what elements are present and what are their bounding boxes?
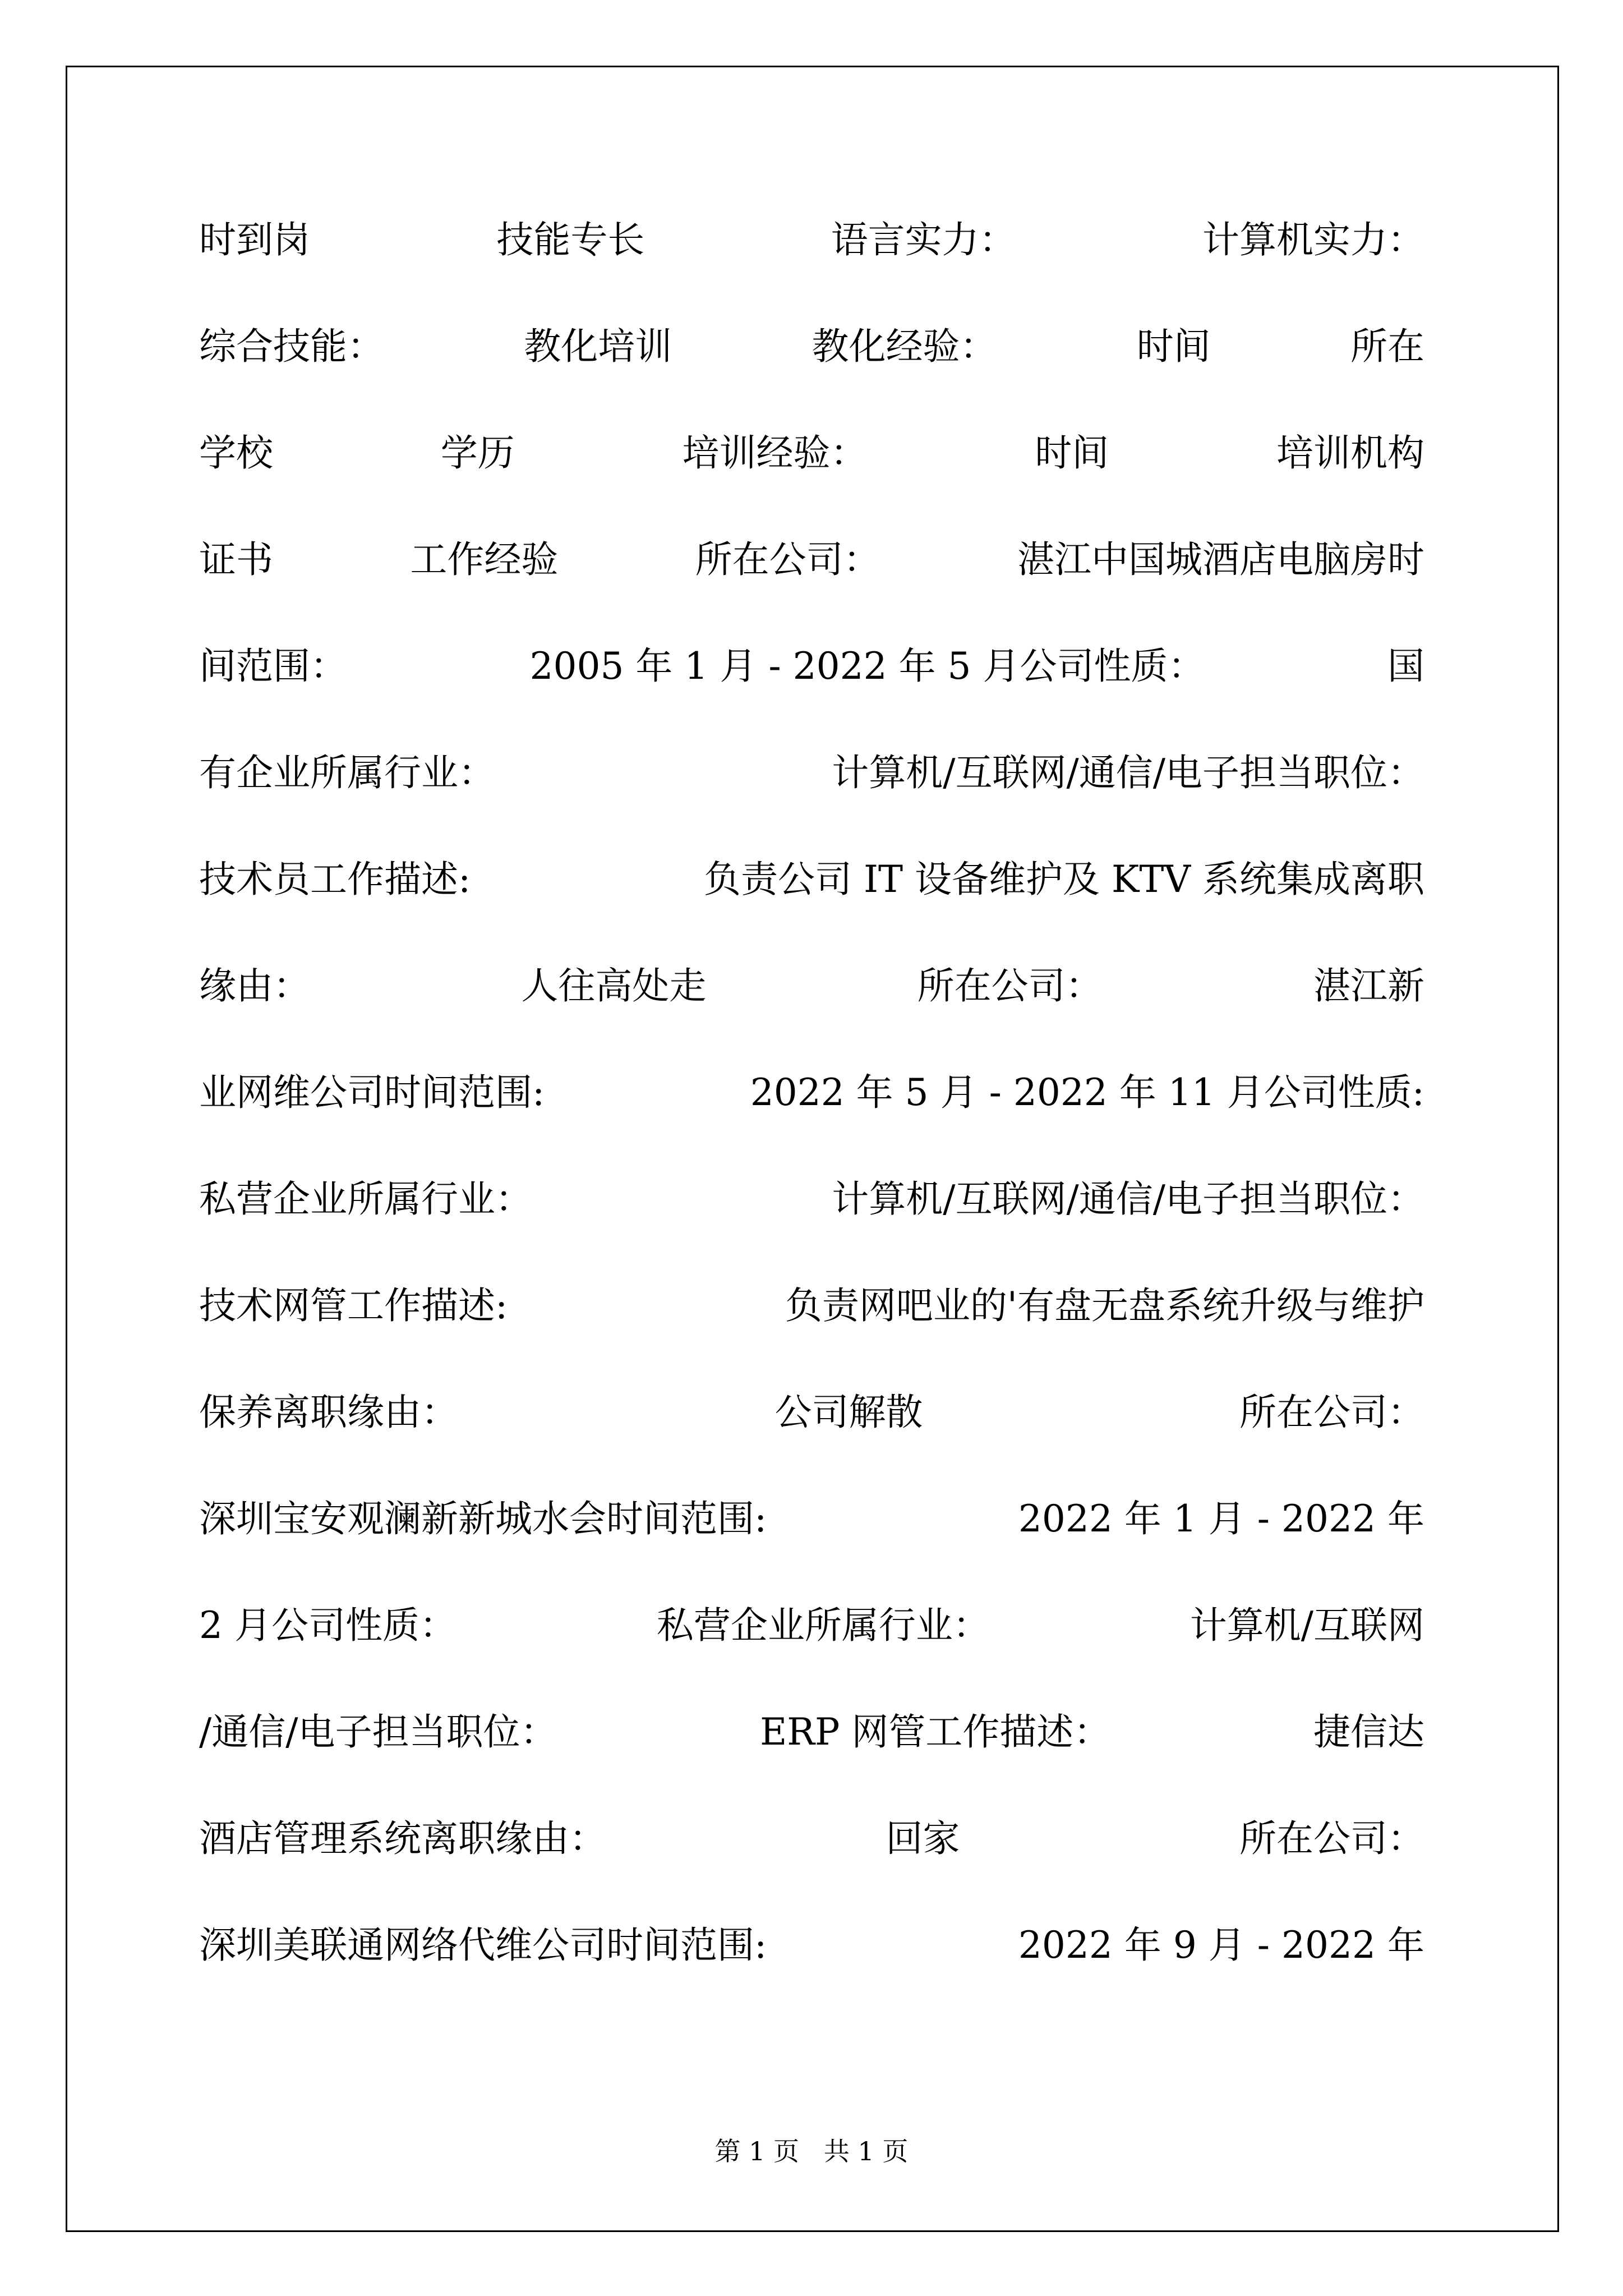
text-line: [199, 852, 1424, 908]
text-segment: 湛江新: [1313, 964, 1424, 1007]
text-segment: 有企业所属行业：: [199, 751, 495, 794]
text-segment: 综合技能：: [199, 325, 384, 368]
text-segment: 培训经验：: [682, 431, 868, 475]
text-line: [199, 1171, 1424, 1227]
text-segment: 2005 年 1 月 - 2022 年 5 月公司性质：: [529, 645, 1205, 688]
text-segment: 时间: [1136, 325, 1211, 368]
text-segment: 业网维公司时间范围:: [199, 1071, 545, 1114]
text-line: [199, 212, 1424, 268]
text-segment: 教化培训: [524, 325, 672, 368]
text-segment: 时间: [1035, 431, 1109, 475]
text-line: [199, 532, 1424, 588]
text-segment: 所在公司：: [917, 964, 1103, 1007]
text-segment: 计算机/互联网/通信/电子担当职位：: [832, 1177, 1424, 1221]
text-segment: 学历: [440, 431, 515, 475]
text-line: [199, 1491, 1424, 1547]
text-segment: 计算机/互联网: [1189, 1604, 1424, 1647]
text-segment: 所在公司：: [695, 538, 880, 581]
text-segment: 2 月公司性质：: [199, 1604, 457, 1647]
text-segment: 技能专长: [496, 218, 645, 261]
text-line: [199, 425, 1424, 481]
text-line: [199, 958, 1424, 1014]
text-line: [199, 1278, 1424, 1334]
text-segment: 技术网管工作描述:: [199, 1284, 508, 1327]
text-segment: 所在公司：: [1239, 1817, 1424, 1860]
text-segment: 间范围：: [199, 645, 347, 688]
text-line: [199, 1065, 1424, 1121]
text-line: [199, 745, 1424, 801]
text-line: [199, 638, 1424, 694]
text-segment: 计算机/互联网/通信/电子担当职位：: [832, 751, 1424, 794]
text-segment: 2022 年 5 月 - 2022 年 11 月公司性质:: [750, 1071, 1424, 1114]
text-segment: 国: [1387, 645, 1424, 688]
text-segment: 深圳美联通网络代维公司时间范围:: [199, 1924, 767, 1967]
text-segment: 缘由：: [199, 964, 310, 1007]
text-line: [199, 1704, 1424, 1760]
text-segment: 酒店管理系统离职缘由：: [199, 1817, 606, 1860]
text-segment: 私营企业所属行业：: [656, 1604, 990, 1647]
text-segment: 计算机实力：: [1202, 218, 1424, 261]
page-border: [66, 66, 1559, 2232]
text-segment: 证书: [199, 538, 273, 581]
text-segment: 捷信达: [1313, 1710, 1424, 1754]
text-line: [199, 1917, 1424, 1973]
text-line: [199, 319, 1424, 375]
text-segment: 湛江中国城酒店电脑房时: [1017, 538, 1424, 581]
text-segment: 所在: [1350, 325, 1424, 368]
text-segment: 所在公司：: [1239, 1391, 1424, 1434]
text-segment: 公司解散: [774, 1391, 923, 1434]
text-segment: 私营企业所属行业：: [199, 1177, 532, 1221]
text-segment: 深圳宝安观澜新新城水会时间范围:: [199, 1497, 767, 1540]
text-segment: 语言实力：: [831, 218, 1016, 261]
text-segment: 保养离职缘由：: [199, 1391, 458, 1434]
text-segment: ERP 网管工作描述：: [760, 1710, 1111, 1754]
text-segment: /通信/电子担当职位：: [199, 1710, 557, 1754]
text-line: [199, 1384, 1424, 1441]
text-segment: 工作经验: [410, 538, 559, 581]
text-line: [199, 1811, 1424, 1867]
text-segment: 人往高处走: [521, 964, 707, 1007]
text-segment: 技术员工作描述:: [199, 858, 471, 901]
text-segment: 学校: [199, 431, 273, 475]
page-footer: 第 1 页 共 1 页: [714, 2136, 909, 2166]
text-line: [199, 1598, 1424, 1654]
text-segment: 教化经验：: [811, 325, 997, 368]
text-segment: 负责公司 IT 设备维护及 KTV 系统集成离职: [703, 858, 1424, 901]
text-segment: 时到岗: [199, 218, 310, 261]
text-segment: 回家: [886, 1817, 960, 1860]
text-segment: 2022 年 1 月 - 2022 年: [1018, 1497, 1424, 1540]
text-segment: 2022 年 9 月 - 2022 年: [1018, 1924, 1424, 1967]
text-segment: 负责网吧业的'有盘无盘系统升级与维护: [785, 1284, 1424, 1327]
text-segment: 培训机构: [1276, 431, 1424, 475]
